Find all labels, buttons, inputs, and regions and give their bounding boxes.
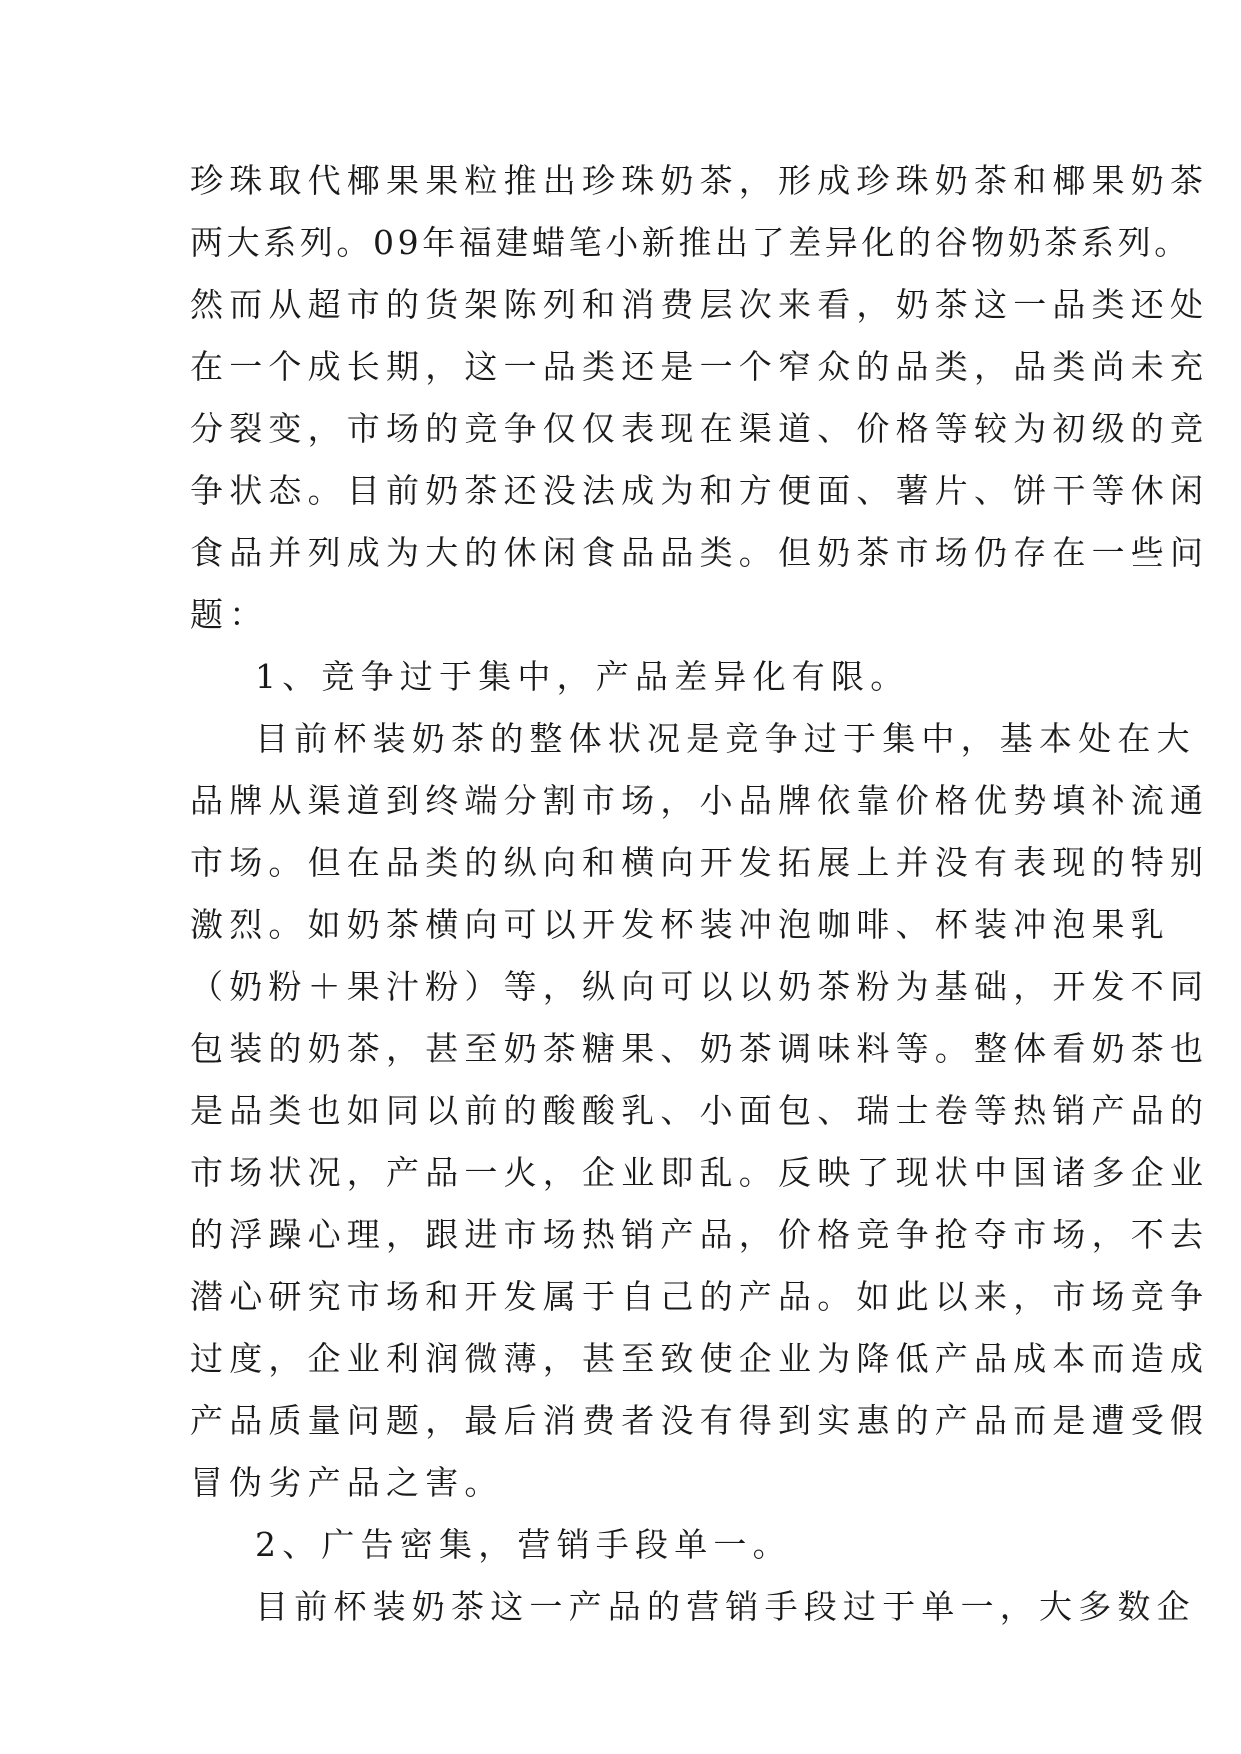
paragraph-first-line: 目前杯装奶茶这一产品的营销手段过于单一，大多数企 (255, 1587, 1196, 1626)
text-line: 分裂变，市场的竞争仅仅表现在渠道、价格等较为初级的竞 (190, 409, 1210, 448)
text-line: 市场。但在品类的纵向和横向开发拓展上并没有表现的特别 (190, 843, 1210, 882)
section-heading: 1、竞争过于集中，产品差异化有限。 (255, 657, 910, 696)
text-line: 激烈。如奶茶横向可以开发杯装冲泡咖啡、杯装冲泡果乳 (190, 905, 1170, 944)
text-line: 包装的奶茶，甚至奶茶糖果、奶茶调味料等。整体看奶茶也 (190, 1029, 1210, 1068)
text-line: 冒伪劣产品之害。 (190, 1463, 504, 1502)
text-line: 题： (190, 595, 269, 634)
paragraph-first-line: 目前杯装奶茶的整体状况是竞争过于集中，基本处在大 (255, 719, 1196, 758)
text-line: 在一个成长期，这一品类还是一个窄众的品类，品类尚未充 (190, 347, 1210, 386)
text-line: 市场状况，产品一火，企业即乱。反映了现状中国诸多企业 (190, 1153, 1210, 1192)
text-line: 争状态。目前奶茶还没法成为和方便面、薯片、饼干等休闲 (190, 471, 1210, 510)
text-line: 的浮躁心理，跟进市场热销产品，价格竞争抢夺市场，不去 (190, 1215, 1210, 1254)
text-line: 是品类也如同以前的酸酸乳、小面包、瑞士卷等热销产品的 (190, 1091, 1210, 1130)
text-line: 食品并列成为大的休闲食品品类。但奶茶市场仍存在一些问 (190, 533, 1210, 572)
text-line: 潜心研究市场和开发属于自己的产品。如此以来，市场竞争 (190, 1277, 1210, 1316)
section-heading: 2、广告密集，营销手段单一。 (255, 1525, 792, 1564)
text-line: （奶粉＋果汁粉）等，纵向可以以奶茶粉为基础，开发不同 (190, 967, 1210, 1006)
text-line: 过度，企业利润微薄，甚至致使企业为降低产品成本而造成 (190, 1339, 1210, 1378)
text-line: 珍珠取代椰果果粒推出珍珠奶茶，形成珍珠奶茶和椰果奶茶 (190, 161, 1210, 200)
text-line: 品牌从渠道到终端分割市场，小品牌依靠价格优势填补流通 (190, 781, 1210, 820)
text-line: 然而从超市的货架陈列和消费层次来看，奶茶这一品类还处 (190, 285, 1210, 324)
text-line: 产品质量问题，最后消费者没有得到实惠的产品而是遭受假 (190, 1401, 1210, 1440)
text-line: 两大系列。09年福建蜡笔小新推出了差异化的谷物奶茶系列。 (190, 223, 1191, 262)
